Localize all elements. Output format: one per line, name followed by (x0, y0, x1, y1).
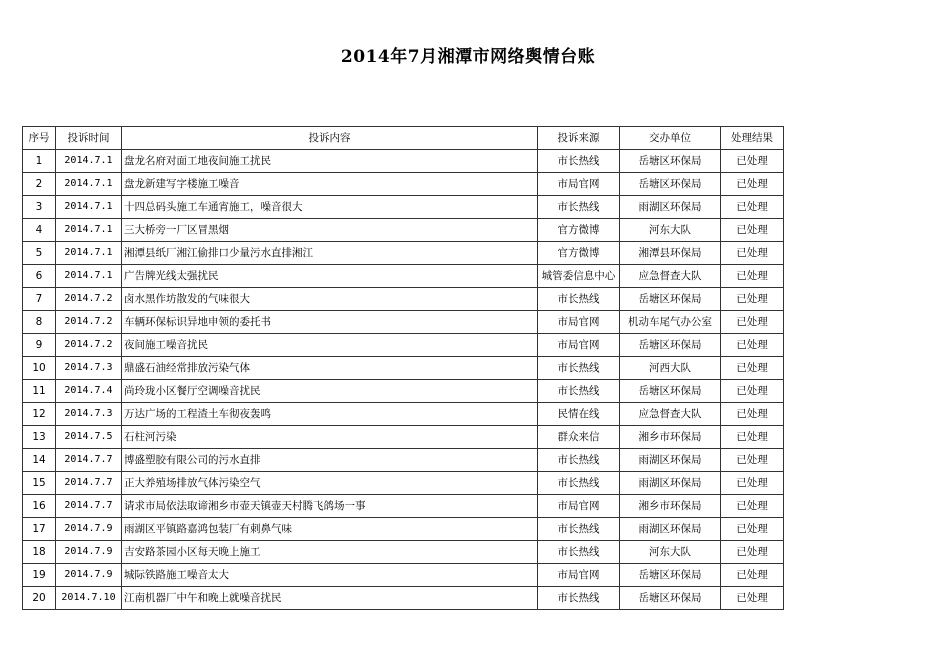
table-row (23, 150, 784, 173)
complaint-source: 市长热线 (538, 288, 620, 311)
handling-result: 已处理 (721, 380, 784, 403)
complaint-source: 市长热线 (538, 150, 620, 173)
complaint-source: 市长热线 (538, 472, 620, 495)
row-index: 3 (23, 196, 56, 219)
assigned-unit: 岳塘区环保局 (620, 334, 721, 357)
row-index: 15 (23, 472, 56, 495)
complaint-content: 湘潭县纸厂湘江偷排口少量污水直排湘江 (122, 242, 538, 265)
complaint-content: 博盛塑胶有限公司的污水直排 (122, 449, 538, 472)
table-row (23, 242, 784, 265)
complaint-time: 2014.7.2 (56, 334, 122, 357)
complaint-time: 2014.7.1 (56, 242, 122, 265)
table-row (23, 495, 784, 518)
handling-result: 已处理 (721, 564, 784, 587)
assigned-unit: 雨湖区环保局 (620, 449, 721, 472)
complaint-content: 三大桥旁一厂区冒黑烟 (122, 219, 538, 242)
row-index: 1 (23, 150, 56, 173)
complaint-source: 市局官网 (538, 495, 620, 518)
handling-result: 已处理 (721, 288, 784, 311)
assigned-unit: 湘乡市环保局 (620, 426, 721, 449)
table-row (23, 265, 784, 288)
assigned-unit: 雨湖区环保局 (620, 518, 721, 541)
handling-result: 已处理 (721, 403, 784, 426)
row-index: 6 (23, 265, 56, 288)
complaint-time: 2014.7.1 (56, 219, 122, 242)
complaint-time: 2014.7.7 (56, 449, 122, 472)
row-index: 8 (23, 311, 56, 334)
complaint-time: 2014.7.5 (56, 426, 122, 449)
table-header-row (23, 127, 784, 150)
table-body (23, 150, 784, 610)
table-row (23, 219, 784, 242)
assigned-unit: 湘潭县环保局 (620, 242, 721, 265)
assigned-unit: 岳塘区环保局 (620, 380, 721, 403)
handling-result: 已处理 (721, 472, 784, 495)
page-title: 2014年7月湘潭市网络舆情台账 (340, 47, 596, 67)
complaint-time: 2014.7.9 (56, 518, 122, 541)
assigned-unit: 岳塘区环保局 (620, 587, 721, 610)
complaint-time: 2014.7.2 (56, 288, 122, 311)
row-index: 12 (23, 403, 56, 426)
row-index: 9 (23, 334, 56, 357)
assigned-unit: 雨湖区环保局 (620, 196, 721, 219)
complaint-content: 吉安路茶园小区每天晚上施工 (122, 541, 538, 564)
complaint-content: 广告牌光线太强扰民 (122, 265, 538, 288)
complaint-time: 2014.7.10 (56, 587, 122, 610)
row-index: 19 (23, 564, 56, 587)
complaint-content: 鼎盛石油经常排放污染气体 (122, 357, 538, 380)
row-index: 17 (23, 518, 56, 541)
complaint-source: 市长热线 (538, 449, 620, 472)
complaint-time: 2014.7.1 (56, 150, 122, 173)
row-index: 7 (23, 288, 56, 311)
complaint-source: 市局官网 (538, 173, 620, 196)
complaint-source: 城管委信息中心 (538, 265, 620, 288)
table-row (23, 449, 784, 472)
table-row (23, 541, 784, 564)
complaint-source: 民情在线 (538, 403, 620, 426)
row-index: 14 (23, 449, 56, 472)
complaint-content: 雨湖区平镇路嘉鸿包装厂有刺鼻气味 (122, 518, 538, 541)
handling-result: 已处理 (721, 219, 784, 242)
complaint-content: 盘龙名府对面工地夜间施工扰民 (122, 150, 538, 173)
complaint-source: 市长热线 (538, 380, 620, 403)
column-header-result: 处理结果 (721, 127, 784, 150)
assigned-unit: 雨湖区环保局 (620, 472, 721, 495)
assigned-unit: 河东大队 (620, 541, 721, 564)
complaint-time: 2014.7.7 (56, 495, 122, 518)
row-index: 20 (23, 587, 56, 610)
complaint-time: 2014.7.3 (56, 357, 122, 380)
complaint-content: 夜间施工噪音扰民 (122, 334, 538, 357)
complaint-source: 市长热线 (538, 518, 620, 541)
assigned-unit: 岳塘区环保局 (620, 564, 721, 587)
table-row (23, 564, 784, 587)
complaint-content: 十四总码头施工车通宵施工，噪音很大 (122, 196, 538, 219)
handling-result: 已处理 (721, 173, 784, 196)
complaint-source: 市局官网 (538, 334, 620, 357)
complaint-time: 2014.7.4 (56, 380, 122, 403)
table-row (23, 334, 784, 357)
assigned-unit: 岳塘区环保局 (620, 150, 721, 173)
complaint-content: 城际铁路施工噪音太大 (122, 564, 538, 587)
handling-result: 已处理 (721, 518, 784, 541)
row-index: 5 (23, 242, 56, 265)
complaint-source: 市长热线 (538, 357, 620, 380)
handling-result: 已处理 (721, 334, 784, 357)
table-row (23, 311, 784, 334)
table-row (23, 196, 784, 219)
complaint-time: 2014.7.1 (56, 196, 122, 219)
assigned-unit: 岳塘区环保局 (620, 173, 721, 196)
column-header-content: 投诉内容 (122, 127, 538, 150)
row-index: 10 (23, 357, 56, 380)
table-row (23, 587, 784, 610)
column-header-time: 投诉时间 (56, 127, 122, 150)
table-row (23, 380, 784, 403)
row-index: 13 (23, 426, 56, 449)
handling-result: 已处理 (721, 495, 784, 518)
complaint-content: 车辆环保标识异地申领的委托书 (122, 311, 538, 334)
row-index: 4 (23, 219, 56, 242)
complaint-source: 市局官网 (538, 564, 620, 587)
column-header-unit: 交办单位 (620, 127, 721, 150)
row-index: 2 (23, 173, 56, 196)
table-row (23, 426, 784, 449)
assigned-unit: 应急督查大队 (620, 403, 721, 426)
column-header-index: 序号 (23, 127, 56, 150)
row-index: 11 (23, 380, 56, 403)
handling-result: 已处理 (721, 150, 784, 173)
assigned-unit: 应急督查大队 (620, 265, 721, 288)
table-row (23, 173, 784, 196)
complaint-content: 请求市局依法取谛湘乡市壶天镇壶天村腾飞鸽场一事 (122, 495, 538, 518)
complaint-time: 2014.7.9 (56, 564, 122, 587)
complaint-source: 市长热线 (538, 196, 620, 219)
handling-result: 已处理 (721, 242, 784, 265)
handling-result: 已处理 (721, 426, 784, 449)
complaint-content: 盘龙新建写字楼施工噪音 (122, 173, 538, 196)
table-row (23, 288, 784, 311)
handling-result: 已处理 (721, 196, 784, 219)
complaint-content: 万达广场的工程渣土车彻夜轰鸣 (122, 403, 538, 426)
complaint-content: 尚玲珑小区餐厅空调噪音扰民 (122, 380, 538, 403)
complaint-content: 石柱河污染 (122, 426, 538, 449)
assigned-unit: 湘乡市环保局 (620, 495, 721, 518)
complaint-content: 江南机器厂中午和晚上就噪音扰民 (122, 587, 538, 610)
complaint-source: 官方微博 (538, 242, 620, 265)
assigned-unit: 岳塘区环保局 (620, 288, 721, 311)
complaint-time: 2014.7.1 (56, 173, 122, 196)
complaint-content: 卤水黑作坊散发的气味很大 (122, 288, 538, 311)
handling-result: 已处理 (721, 587, 784, 610)
complaint-content: 正大养殖场排放气体污染空气 (122, 472, 538, 495)
complaint-time: 2014.7.9 (56, 541, 122, 564)
table-row (23, 357, 784, 380)
handling-result: 已处理 (721, 541, 784, 564)
complaint-time: 2014.7.2 (56, 311, 122, 334)
handling-result: 已处理 (721, 311, 784, 334)
column-header-source: 投诉来源 (538, 127, 620, 150)
row-index: 18 (23, 541, 56, 564)
assigned-unit: 机动车尾气办公室 (620, 311, 721, 334)
complaint-time: 2014.7.7 (56, 472, 122, 495)
handling-result: 已处理 (721, 357, 784, 380)
row-index: 16 (23, 495, 56, 518)
assigned-unit: 河东大队 (620, 219, 721, 242)
complaint-source: 市长热线 (538, 587, 620, 610)
complaint-time: 2014.7.3 (56, 403, 122, 426)
handling-result: 已处理 (721, 265, 784, 288)
complaint-source: 市局官网 (538, 311, 620, 334)
handling-result: 已处理 (721, 449, 784, 472)
table-row (23, 403, 784, 426)
assigned-unit: 河西大队 (620, 357, 721, 380)
table-row (23, 472, 784, 495)
complaint-source: 群众来信 (538, 426, 620, 449)
complaint-ledger-table (22, 126, 784, 610)
complaint-source: 官方微博 (538, 219, 620, 242)
complaint-source: 市长热线 (538, 541, 620, 564)
complaint-time: 2014.7.1 (56, 265, 122, 288)
table-row (23, 518, 784, 541)
